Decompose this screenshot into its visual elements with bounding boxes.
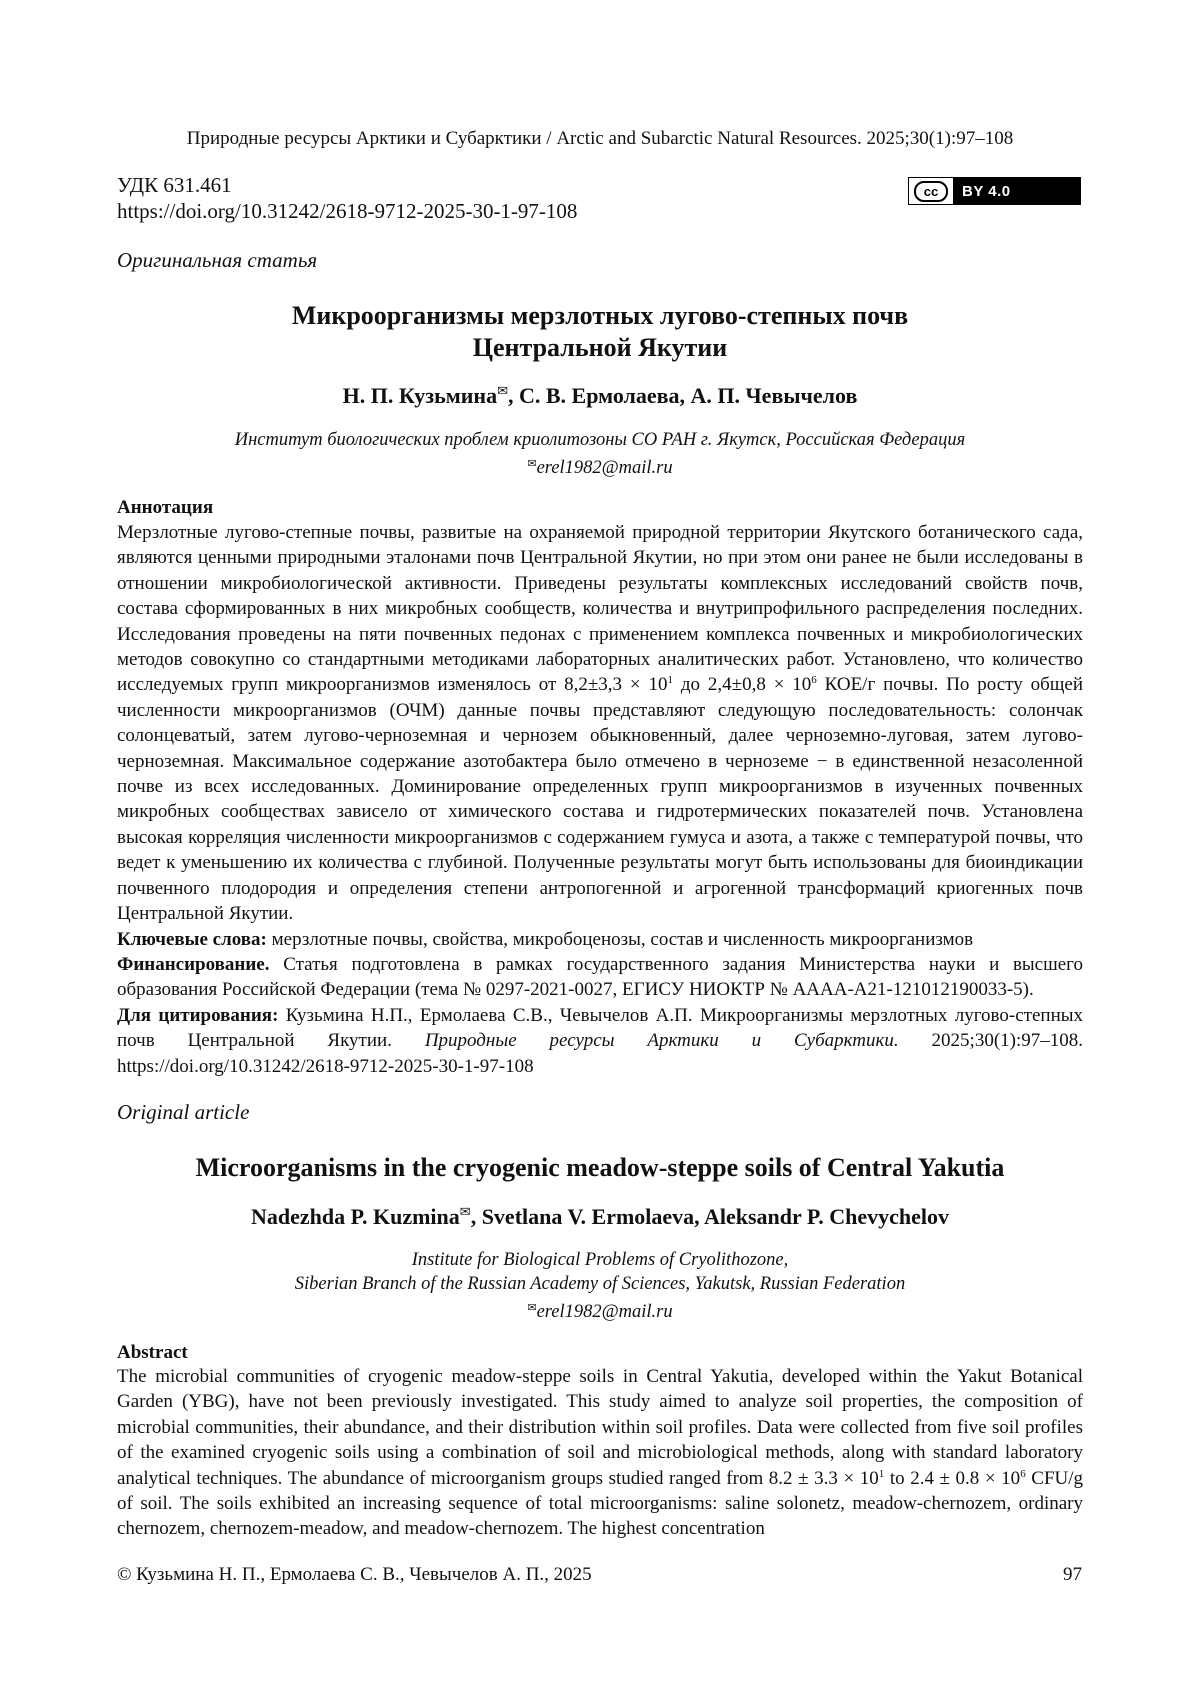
abstract-ru xyxy=(117,520,1083,1079)
title-en: Microorganisms in the cryogenic meadow-steppe soils of Central Yakutia xyxy=(195,1153,1005,1182)
affiliation-line2: Siberian Branch of the Russian Academy of Sciences, Yakutsk, Russian Federation xyxy=(294,1274,906,1294)
doi-link[interactable]: https://doi.org/10.31242/2618-9712-2025-30-1-97-108 xyxy=(117,199,578,223)
article-type-ru: Оригинальная статья xyxy=(117,248,318,272)
abstract-heading-en: Abstract xyxy=(117,1342,188,1363)
abstract-en-text: The microbial communities of cryogenic meadow-steppe soils in Central Yakutia, developed within the Yakut Botanical Garden (YBG), have not been previously investigated. This study aimed to analyze soil properties, the composition of microbial communities, their abundance, and their distribution within soil profiles. Data were collected from five soil profiles of the examined cryogenic soils using a combination of soil and microbiological methods, along with standard laboratory analytical techniques. The abundance of microorganism groups studied ranged from $8.2 \pm 3.3 \times 10^1$ to $2.4 \pm 0.8 \times 10^6$ CFU/g of soil. The soils exhibited an increasing sequence of total microorganisms: saline solonetz, meadow-chernozem, ordinary chernozem, chernozem-meadow, and meadow-chernozem. The highest concentration xyxy=(117,1366,1084,1540)
copyright-footer: © Кузьмина Н. П., Ермолаева С. В., Чевычелов А. П., 2025 xyxy=(117,1564,592,1585)
author-names-rest: , Svetlana V. Ermolaeva, Aleksandr P. Chevychelov xyxy=(470,1204,950,1229)
affiliation-text: Институт биологических проблем криолитозоны СО РАН г. Якутск, Российская Федерация xyxy=(234,430,966,450)
title-ru-line1: Микроорганизмы мерзлотных лугово-степных почв xyxy=(291,301,909,330)
authors-en xyxy=(0,1204,1200,1230)
author-email[interactable]: erel1982@mail.ru xyxy=(536,458,673,478)
author-email[interactable]: erel1982@mail.ru xyxy=(536,1302,673,1322)
keywords-ru: Ключевые слова: мерзлотные почвы, свойства, микробоценозы, состав и численность микроорганизмов xyxy=(117,928,974,950)
title-ru xyxy=(0,300,1200,364)
affiliation-ru xyxy=(0,428,1200,480)
author-names-rest: , С. В. Ермолаева, А. П. Чевычелов xyxy=(508,383,858,408)
funding-ru: Финансирование. Статья подготовлена в рамках государственного задания Министерства науки и высшего образования Российской Федерации (тема № 0297-2021-0027, ЕГИСУ НИОКТР № АААА-А21-121012190033-5). xyxy=(117,953,1083,1001)
title-ru-line2: Центральной Якутии xyxy=(472,333,728,362)
email-line xyxy=(0,1296,1200,1324)
email-line xyxy=(0,452,1200,480)
authors-ru xyxy=(0,383,1200,409)
citation-ru: Для цитирования: Кузьмина Н.П., Ермолаева С.В., Чевычелов А.П. Микроорганизмы мерзлотных лугово-степных почв Центральной Якутии. Природные ресурсы Арктики и Субарктики. 2025;30(1):97–108. https://doi.org/10.31242/2618-9712-2025-30-1-97-108 xyxy=(117,1004,1084,1077)
page-number: 97 xyxy=(1063,1564,1082,1585)
author-name: Nadezhda P. Kuzmina xyxy=(250,1204,460,1229)
cc-icon: cc xyxy=(914,181,948,202)
author-name: Н. П. Кузьмина xyxy=(342,383,498,408)
cc-license-badge[interactable] xyxy=(908,177,1081,205)
affiliation-line1: Institute for Biological Problems of Cryolithozone, xyxy=(411,1250,789,1270)
abstract-heading-ru: Аннотация xyxy=(117,497,214,518)
mail-icon: ✉ xyxy=(459,1204,471,1219)
affiliation-en xyxy=(0,1248,1200,1324)
article-meta xyxy=(117,172,577,224)
abstract-ru-text: Мерзлотные лугово-степные почвы, развитые на охраняемой природной территории Якутского ботанического сада, являются ценными природными эталонами почв Центральной Якутии, но при этом они ранее не были исследованы в отношении микробиологической активности. Приведены результаты комплексных исследований свойств почв, состава сформированных в них микробных сообществ, количества и внутрипрофильного распределения последних. Исследования проведены на пяти почвенных педонах с применением комплекса почвенных и микробиологических методов совокупно со стандартными методиками лабораторных аналитических работ. Установлено, что количество исследуемых групп микроорганизмов изменялось от $8,2\pm 3,3 \times 10^1$ до $2,4\pm 0,8 \times 10^6$ КОЕ/г почвы. По росту общей численности микроорганизмов (ОЧМ) данные почвы представляют следующую последовательность: солончак солонцеватый, затем лугово-черноземная и чернозем обыкновенный, далее черноземно-луговая, затем лугово-черноземная. Максимальное содержание азотобактера было отмечено в черноземе − в единственной незасоленной почве из всех исследованных. Доминирование определенных групп микроорганизмов в изученных почвенных микробных сообществах зависело от химического состава и гидротермических показателей почв. Установлена высокая корреляция численности микроорганизмов с содержанием гумуса и азота, а также с температурой почвы, что ведет к уменьшению их количества с глубиной. Полученные результаты могут быть использованы для биоиндикации почвенного плодородия и определения степени антропогенной и агрогенной трансформаций криогенных почв Центральной Якутии. xyxy=(117,522,1083,925)
mail-icon: ✉ xyxy=(527,1302,537,1314)
article-type-en: Original article xyxy=(117,1100,250,1124)
abstract-en xyxy=(117,1364,1083,1542)
running-head: Природные ресурсы Арктики и Субарктики / Arctic and Subarctic Natural Resources. 2025;30(1):97–108 xyxy=(186,128,1014,149)
mail-icon: ✉ xyxy=(497,383,508,398)
mail-icon: ✉ xyxy=(527,458,537,470)
udk-code: УДК 631.461 xyxy=(117,173,232,197)
license-label: BY 4.0 xyxy=(962,182,1011,200)
